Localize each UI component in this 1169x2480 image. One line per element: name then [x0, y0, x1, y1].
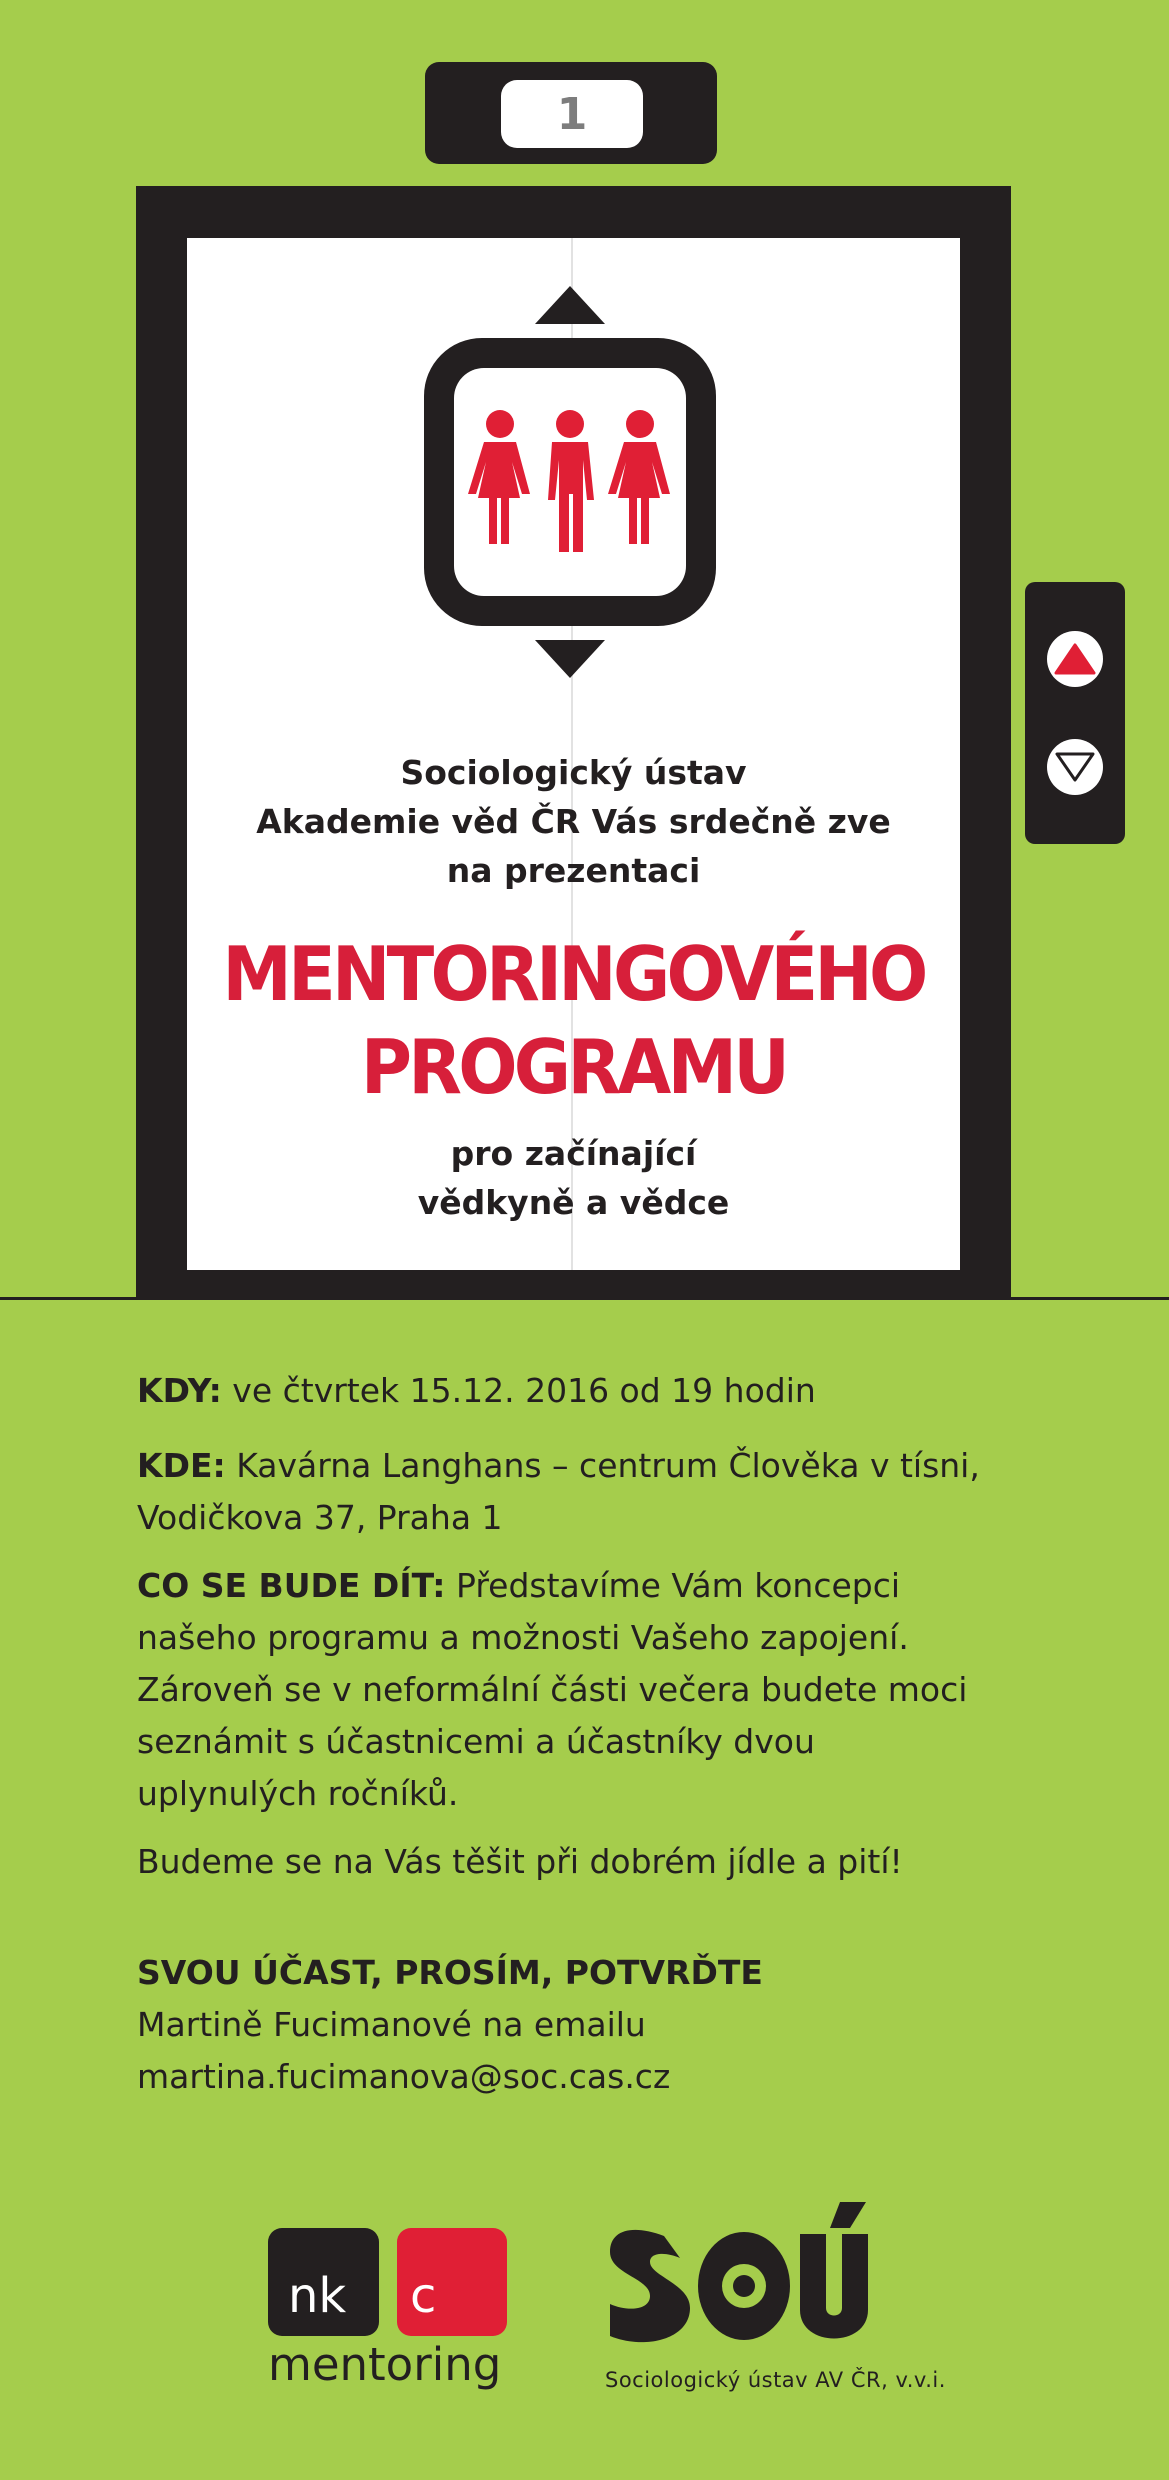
intro-line: Sociologický ústav — [400, 753, 747, 792]
nkc-logo-c: c — [410, 2268, 437, 2324]
elevator-pictogram — [420, 282, 720, 682]
intro-line: Akademie věd ČR Vás srdečně zve — [256, 802, 891, 841]
what-value: Představíme Vám koncepci — [445, 1566, 901, 1605]
triangle-up-icon — [1053, 642, 1097, 676]
what-value: uplynulých ročníků. — [137, 1774, 459, 1813]
subline-line: vědkyně a vědce — [417, 1183, 730, 1222]
floor-number: 1 — [501, 80, 643, 148]
headline-line: MENTORINGOVÉHO — [222, 930, 925, 1018]
when-value: ve čtvrtek 15.12. 2016 od 19 hodin — [221, 1371, 816, 1410]
headline-line: PROGRAMU — [360, 1023, 787, 1111]
when-label: KDY: — [137, 1371, 222, 1410]
where-value: Vodičkova 37, Praha 1 — [137, 1498, 503, 1537]
nkc-logo-wordmark: mentoring — [268, 2338, 502, 2391]
where-value: Kavárna Langhans – centrum Člověka v tísni, — [225, 1446, 980, 1485]
what-value: Zároveň se v neformální části večera budete moci — [137, 1670, 968, 1709]
call-up-button[interactable] — [1047, 631, 1103, 687]
nkc-logo-nk: nk — [288, 2268, 347, 2324]
event-where — [137, 1440, 1037, 1544]
arrow-down-icon — [535, 640, 605, 678]
rsvp-heading: SVOU ÚČAST, PROSÍM, POTVRĎTE — [137, 1953, 763, 1992]
what-label: CO SE BUDE DÍT: — [137, 1566, 446, 1605]
triangle-down-icon — [1053, 750, 1097, 784]
what-value: seznámit s účastnicemi a účastníky dvou — [137, 1722, 815, 1761]
sou-logo — [604, 2200, 904, 2360]
event-program — [137, 1560, 1037, 1820]
where-label: KDE: — [137, 1446, 226, 1485]
invitation-intro — [187, 748, 960, 895]
floor-line — [0, 1297, 1169, 1300]
sou-caption: Sociologický ústav AV ČR, v.v.i. — [605, 2368, 946, 2392]
arrow-up-icon — [535, 286, 605, 324]
rsvp-line: Martině Fucimanové na emailu — [137, 2005, 646, 2044]
what-value: našeho programu a možnosti Vašeho zapojení. — [137, 1618, 909, 1657]
rsvp-section — [137, 1947, 1037, 2103]
program-subline — [187, 1129, 960, 1227]
subline-line: pro začínající — [450, 1134, 697, 1173]
rsvp-email-link[interactable]: martina.fucimanova@soc.cas.cz — [137, 2057, 671, 2096]
call-down-button[interactable] — [1047, 739, 1103, 795]
intro-line: na prezentaci — [446, 851, 701, 890]
closing-text: Budeme se na Vás těšit při dobrém jídle a pití! — [137, 1842, 903, 1881]
call-button-panel — [1025, 582, 1125, 844]
event-when — [137, 1365, 1037, 1417]
program-headline — [214, 928, 933, 1114]
